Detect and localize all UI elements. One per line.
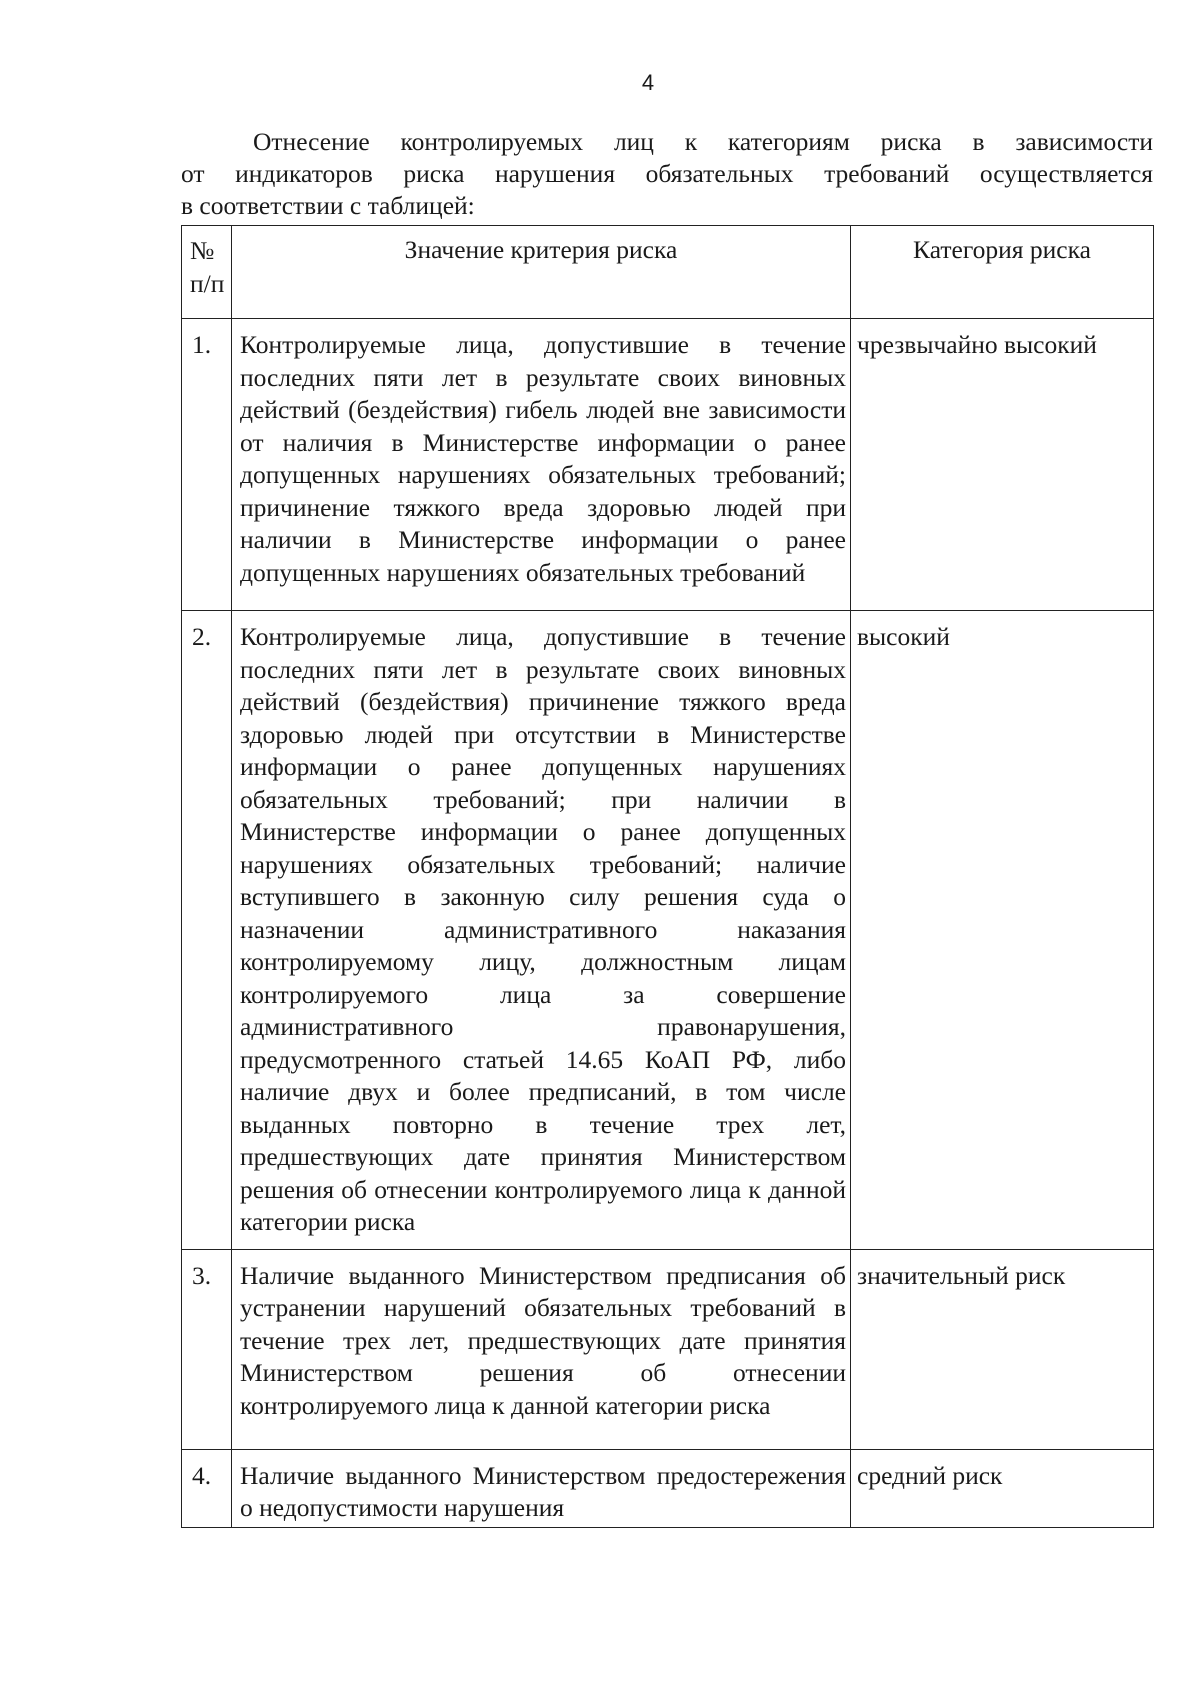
page-number: 4 bbox=[641, 70, 655, 95]
header-category: Категория риска bbox=[851, 226, 1154, 319]
row-category: значительный риск bbox=[851, 1249, 1154, 1449]
row-criterion: Наличие выданного Министерством предостережения о недопустимости нарушения bbox=[232, 1449, 851, 1527]
intro-line-1: Отнесение контролируемых лиц к категориям риска в зависимости bbox=[253, 127, 1153, 156]
risk-category-table bbox=[181, 225, 1154, 1528]
table-row bbox=[182, 611, 1154, 1250]
intro-line-3: в соответствии с таблицей: bbox=[181, 191, 475, 220]
table-row bbox=[182, 1449, 1154, 1527]
intro-line-2: от индикаторов риска нарушения обязательных требований осуществляется bbox=[181, 159, 1153, 188]
row-category: чрезвычайно высокий bbox=[851, 319, 1154, 611]
row-criterion: Контролируемые лица, допустившие в течение последних пяти лет в результате своих виновных действий (бездействия) гибель людей вне зависимости от наличия в Министерстве информации о ранее допущенных нарушениях обязательных требований; причинение тяжкого вреда здоровью людей при наличии в Министерстве информации о ранее допущенных нарушениях обязательных требований bbox=[232, 319, 851, 611]
row-num: 2. bbox=[182, 611, 232, 1250]
table-row bbox=[182, 319, 1154, 611]
table-row bbox=[182, 1249, 1154, 1449]
intro-paragraph bbox=[181, 126, 1153, 222]
row-criterion: Контролируемые лица, допустившие в течение последних пяти лет в результате своих виновных действий (бездействия) причинение тяжкого вреда здоровью людей при отсутствии в Министерстве информации о ранее допущенных нарушениях обязательных требований; при наличии в Министерстве информации о ранее допущенных нарушениях обязательных требований; наличие вступившего в законную силу решения суда о назначении административного наказания контролируемому лицу, должностным лицам контролируемого лица за совершение административного правонарушения, предусмотренного статьей 14.65 КоАП РФ, либо наличие двух и более предписаний, в том числе выданных повторно в течение трех лет, предшествующих дате принятия Министерством решения об отнесении контролируемого лица к данной категории риска bbox=[232, 611, 851, 1250]
header-num: № п/п bbox=[182, 226, 232, 319]
row-category: средний риск bbox=[851, 1449, 1154, 1527]
row-num: 3. bbox=[182, 1249, 232, 1449]
table-header-row bbox=[182, 226, 1154, 319]
row-num: 4. bbox=[182, 1449, 232, 1527]
row-num: 1. bbox=[182, 319, 232, 611]
row-criterion: Наличие выданного Министерством предписания об устранении нарушений обязательных требований в течение трех лет, предшествующих дате принятия Министерством решения об отнесении контролируемого лица к данной категории риска bbox=[232, 1249, 851, 1449]
header-criterion: Значение критерия риска bbox=[232, 226, 851, 319]
row-category: высокий bbox=[851, 611, 1154, 1250]
